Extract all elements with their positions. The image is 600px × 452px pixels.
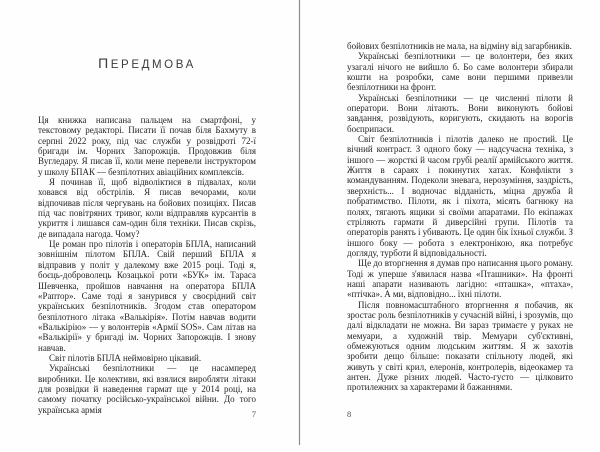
paragraph: Світ пілотів БПЛА неймовірно цікавий. [49, 352, 202, 363]
page-number-right: 8 [347, 409, 352, 419]
paragraph: Українські безпілотники — це численні пілоти й оператори. Вони літають. Вони виконують бойові завдання, розвідують, коригують, скидають на ворогів боєприпаси. [347, 92, 573, 134]
page-divider [299, 0, 300, 445]
paragraph: Ця книжка написана пальцем на смартфоні, у текстовому редакторі. Писати її почав біля Бахмуту в серпні 2022 року, під час служби у розвідроті 72-ї бригади ім. Чорних Запорожців. Продовжив біля Вугледару. Я писав її, коли мене перевели інструктором у школу БПАК — безпілотних авіаційних комплексів. [38, 115, 256, 177]
right-page-body [347, 41, 573, 393]
left-page [38, 0, 256, 452]
paragraph: Я починав її, щоб відволіктися в підвалах, коли ховався від обстрілів. Я писав вечорами, коли відпочивав після чергувань на бойових позиціях. Писав під час повітряних тривог, коли відправляв курсантів в укриття і лишався сам-один біля техніки. Писав скрізь, де випадала нагода. Чому? [38, 177, 256, 239]
paragraph: Українські безпілотники — це волонтери, без яких узагалі нічого не вийшло б. Бо саме волонтери збирали кошти на розробки, саме вони першими привезли безпілотники на фронт. [347, 51, 573, 93]
paragraph: Після повномасштабного вторгнення я побачив, як зростає роль безпілотників у сучасній війні, і зрозумів, що далі відкладати не можна. Ви зараз тримаєте у руках не мемуари, а художній твір. Мемуари суб'єктивні, обмежуються одним людським життям. Я ж захотів зробити дещо більше: показати спільноту людей, які живуть у світі крил, елеронів, контролерів, відеокамер та антен. Дуже різних людей. Часто-густо — цілковито протилежних за характерами й бажаннями. [347, 299, 573, 393]
right-page [347, 0, 573, 452]
paragraph: Ще до вторгнення я думав про написання цього роману. Тоді ж уперше з'явилася назва «Пташники». На фронті наші апарати називають лагідно: «пташка», «птаха», «птічка». А ми, відповідно... їхні пілоти. [347, 258, 573, 300]
chapter-heading: ПЕРЕДМОВА [98, 55, 196, 71]
left-page-body [38, 115, 256, 415]
paragraph: Світ безпілотників і пілотів далеко не простий. Це вічний контраст. З одного боку — надсучасна техніка, з іншого — жорсткі й часом грубі реалії армійського життя. Життя в сараях і покинутих хатах. Конфлікти з командуванням. Подеколи зневага, нерозуміння, заздрість, зверхність... І водночас відданість, міцна дружба й побратимство. Пілоти, як і піхота, місять багнюку на полях, тягають ящики зі своїми апаратами. По екіпажах стріляють гармати й диверсійні групи. Пілотів та операторів ранять і убивають. Це один бік їхньої служби. З іншого боку — робота з електронікою, яка потребує догляду, турботи й відповідальності. [347, 134, 573, 258]
paragraph: Українські безпілотники — це насамперед виробники. Це колективи, які взялися виробляти літаки для розвідки й наведення гармат ще у 2014 році, на самому початку російсько-української війни. До того українська армія [38, 363, 256, 415]
paragraph: Це роман про пілотів і операторів БПЛА, написаний зовнішнім пілотом БПЛА. Свій перший БПЛА я відправив у політ у далекому вже 2015 році. Тоді я, боєць-доброволець Козацької роти «БУК» ім. Тараса Шевченка, пройшов навчання на оператора БПЛА «Раптор». Саме тоді я занурився у своєрідний світ українських безпілотників. Згодом став оператором безпілотного літака «Валькірія». Потім навчав водити «Валькірію» — у волонтерів «Армії SOS». Сам літав на «Валькірії» у бригаді ім. Чорних Запорожців. І знову навчав. [38, 239, 256, 353]
paragraph: бойових безпілотників не мала, на відміну від загарбників. [347, 41, 572, 51]
page-number-left: 7 [251, 409, 256, 419]
